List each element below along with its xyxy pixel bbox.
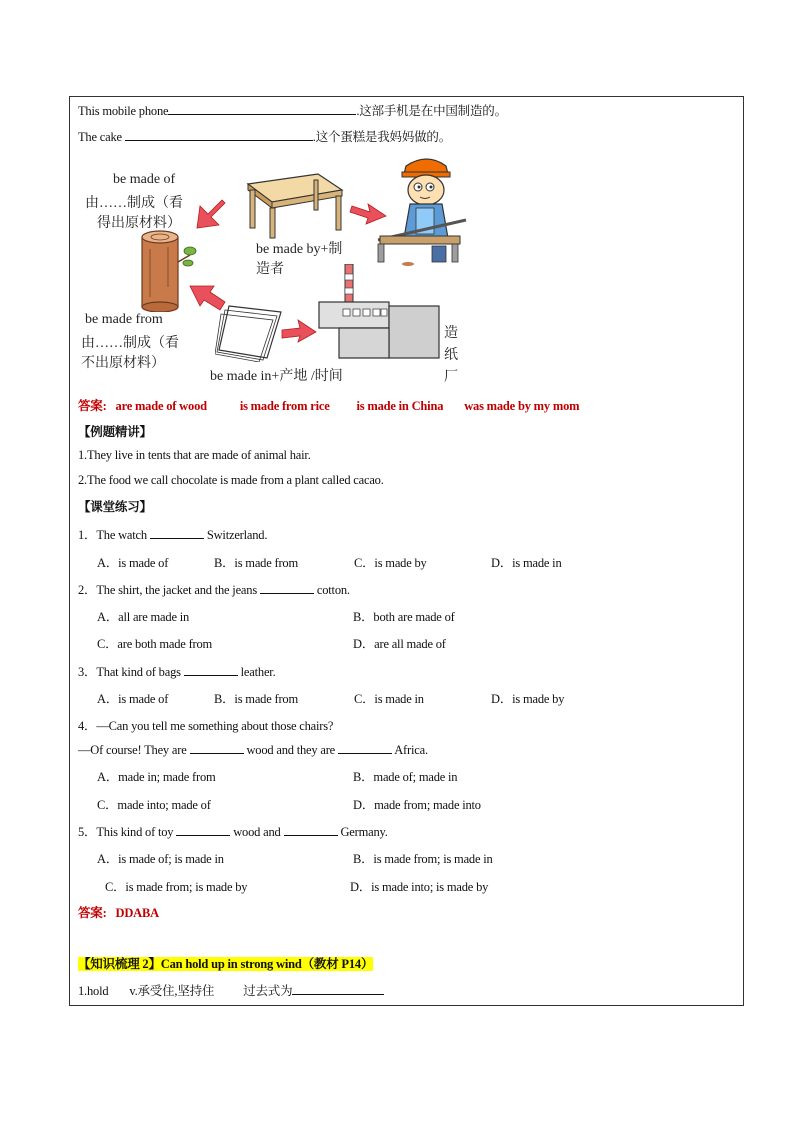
option-a[interactable]: A．all are made in <box>97 610 190 624</box>
answer-blank[interactable] <box>125 129 313 141</box>
made-from-desc: 由……制成（看 <box>81 336 179 351</box>
factory-char: 纸 <box>444 348 458 363</box>
question-2: 2．The shirt, the jacket and the jeans cotton. <box>78 583 350 597</box>
answer-line: 答案: DDABA <box>78 906 159 920</box>
diagram <box>70 152 745 387</box>
option-c[interactable]: C．is made by <box>354 556 427 570</box>
arrow-icon <box>197 200 225 228</box>
arrow-icon <box>350 204 386 224</box>
question-4: 4．—Can you tell me something about those chairs? <box>78 719 334 733</box>
worksheet-frame <box>69 96 744 1006</box>
knowledge-item: 1.hold v.承受住,坚持住 过去式为 <box>78 981 384 999</box>
intro-line-2: The cake .这个蛋糕是我妈妈做的。 <box>78 130 452 144</box>
question-5: 5．This kind of toy wood and Germany. <box>78 825 388 839</box>
factory-char: 厂 <box>444 370 458 385</box>
question-1: 1．The watch Switzerland. <box>78 528 268 542</box>
answer-blank[interactable] <box>184 664 238 676</box>
section-heading: 【例题精讲】 <box>78 425 152 439</box>
answer-blank[interactable] <box>338 742 392 754</box>
made-in-label: be made in+产地 /时间 <box>210 369 343 384</box>
question-4-reply: —Of course! They are wood and they are Africa. <box>78 743 428 757</box>
option-b[interactable]: B．made of; made in <box>353 770 458 784</box>
option-c[interactable]: C．are both made from <box>97 637 213 651</box>
option-b[interactable]: B．is made from <box>214 556 298 570</box>
option-d[interactable]: D．are all made of <box>353 637 446 651</box>
made-of-desc: 得出原材料） <box>97 216 181 231</box>
option-d[interactable]: D．is made by <box>491 692 565 706</box>
option-a[interactable]: A．is made of <box>97 692 169 706</box>
answer-blank[interactable] <box>260 582 314 594</box>
made-of-desc: 由……制成（看 <box>85 196 183 211</box>
option-b[interactable]: B．both are made of <box>353 610 455 624</box>
made-of-label: be made of <box>113 172 176 187</box>
option-d[interactable]: D．is made into; is made by <box>350 880 489 894</box>
option-a[interactable]: A．is made of <box>97 556 169 570</box>
arrows-overlay <box>70 152 745 387</box>
arrow-icon <box>190 286 225 310</box>
answer-blank[interactable] <box>284 824 338 836</box>
answer-line: 答案: are made of wood is made from rice is made in China was made by my mom <box>78 399 580 413</box>
made-by-desc: 造者 <box>256 262 284 277</box>
option-d[interactable]: D．made from; made into <box>353 798 481 812</box>
answer-blank[interactable] <box>292 983 384 995</box>
option-c[interactable]: C．is made in <box>354 692 424 706</box>
option-c[interactable]: C．made into; made of <box>97 798 211 812</box>
made-from-label: be made from <box>85 312 163 327</box>
arrow-icon <box>282 320 316 342</box>
answer-blank[interactable] <box>150 527 204 539</box>
option-a[interactable]: A．is made of; is made in <box>97 852 224 866</box>
example-sentence: 1.They live in tents that are made of animal hair. <box>78 448 311 462</box>
option-b[interactable]: B．is made from <box>214 692 298 706</box>
section-heading: 【课堂练习】 <box>78 500 152 514</box>
factory-char: 造 <box>444 326 458 341</box>
intro-line-1: This mobile phone .这部手机是在中国制造的。 <box>78 104 507 118</box>
option-b[interactable]: B．is made from; is made in <box>353 852 493 866</box>
made-from-desc: 不出原材料） <box>81 356 165 371</box>
answer-blank[interactable] <box>168 103 356 115</box>
answer-blank[interactable] <box>190 742 244 754</box>
question-3: 3．That kind of bags leather. <box>78 665 276 679</box>
option-a[interactable]: A．made in; made from <box>97 770 216 784</box>
answer-blank[interactable] <box>176 824 230 836</box>
option-d[interactable]: D．is made in <box>491 556 562 570</box>
section-heading: 【知识梳理 2】Can hold up in strong wind（教材 P14） <box>78 957 374 971</box>
example-sentence: 2.The food we call chocolate is made from a plant called cacao. <box>78 473 384 487</box>
option-c[interactable]: C．is made from; is made by <box>105 880 248 894</box>
made-by-label: be made by+制 <box>256 242 343 257</box>
